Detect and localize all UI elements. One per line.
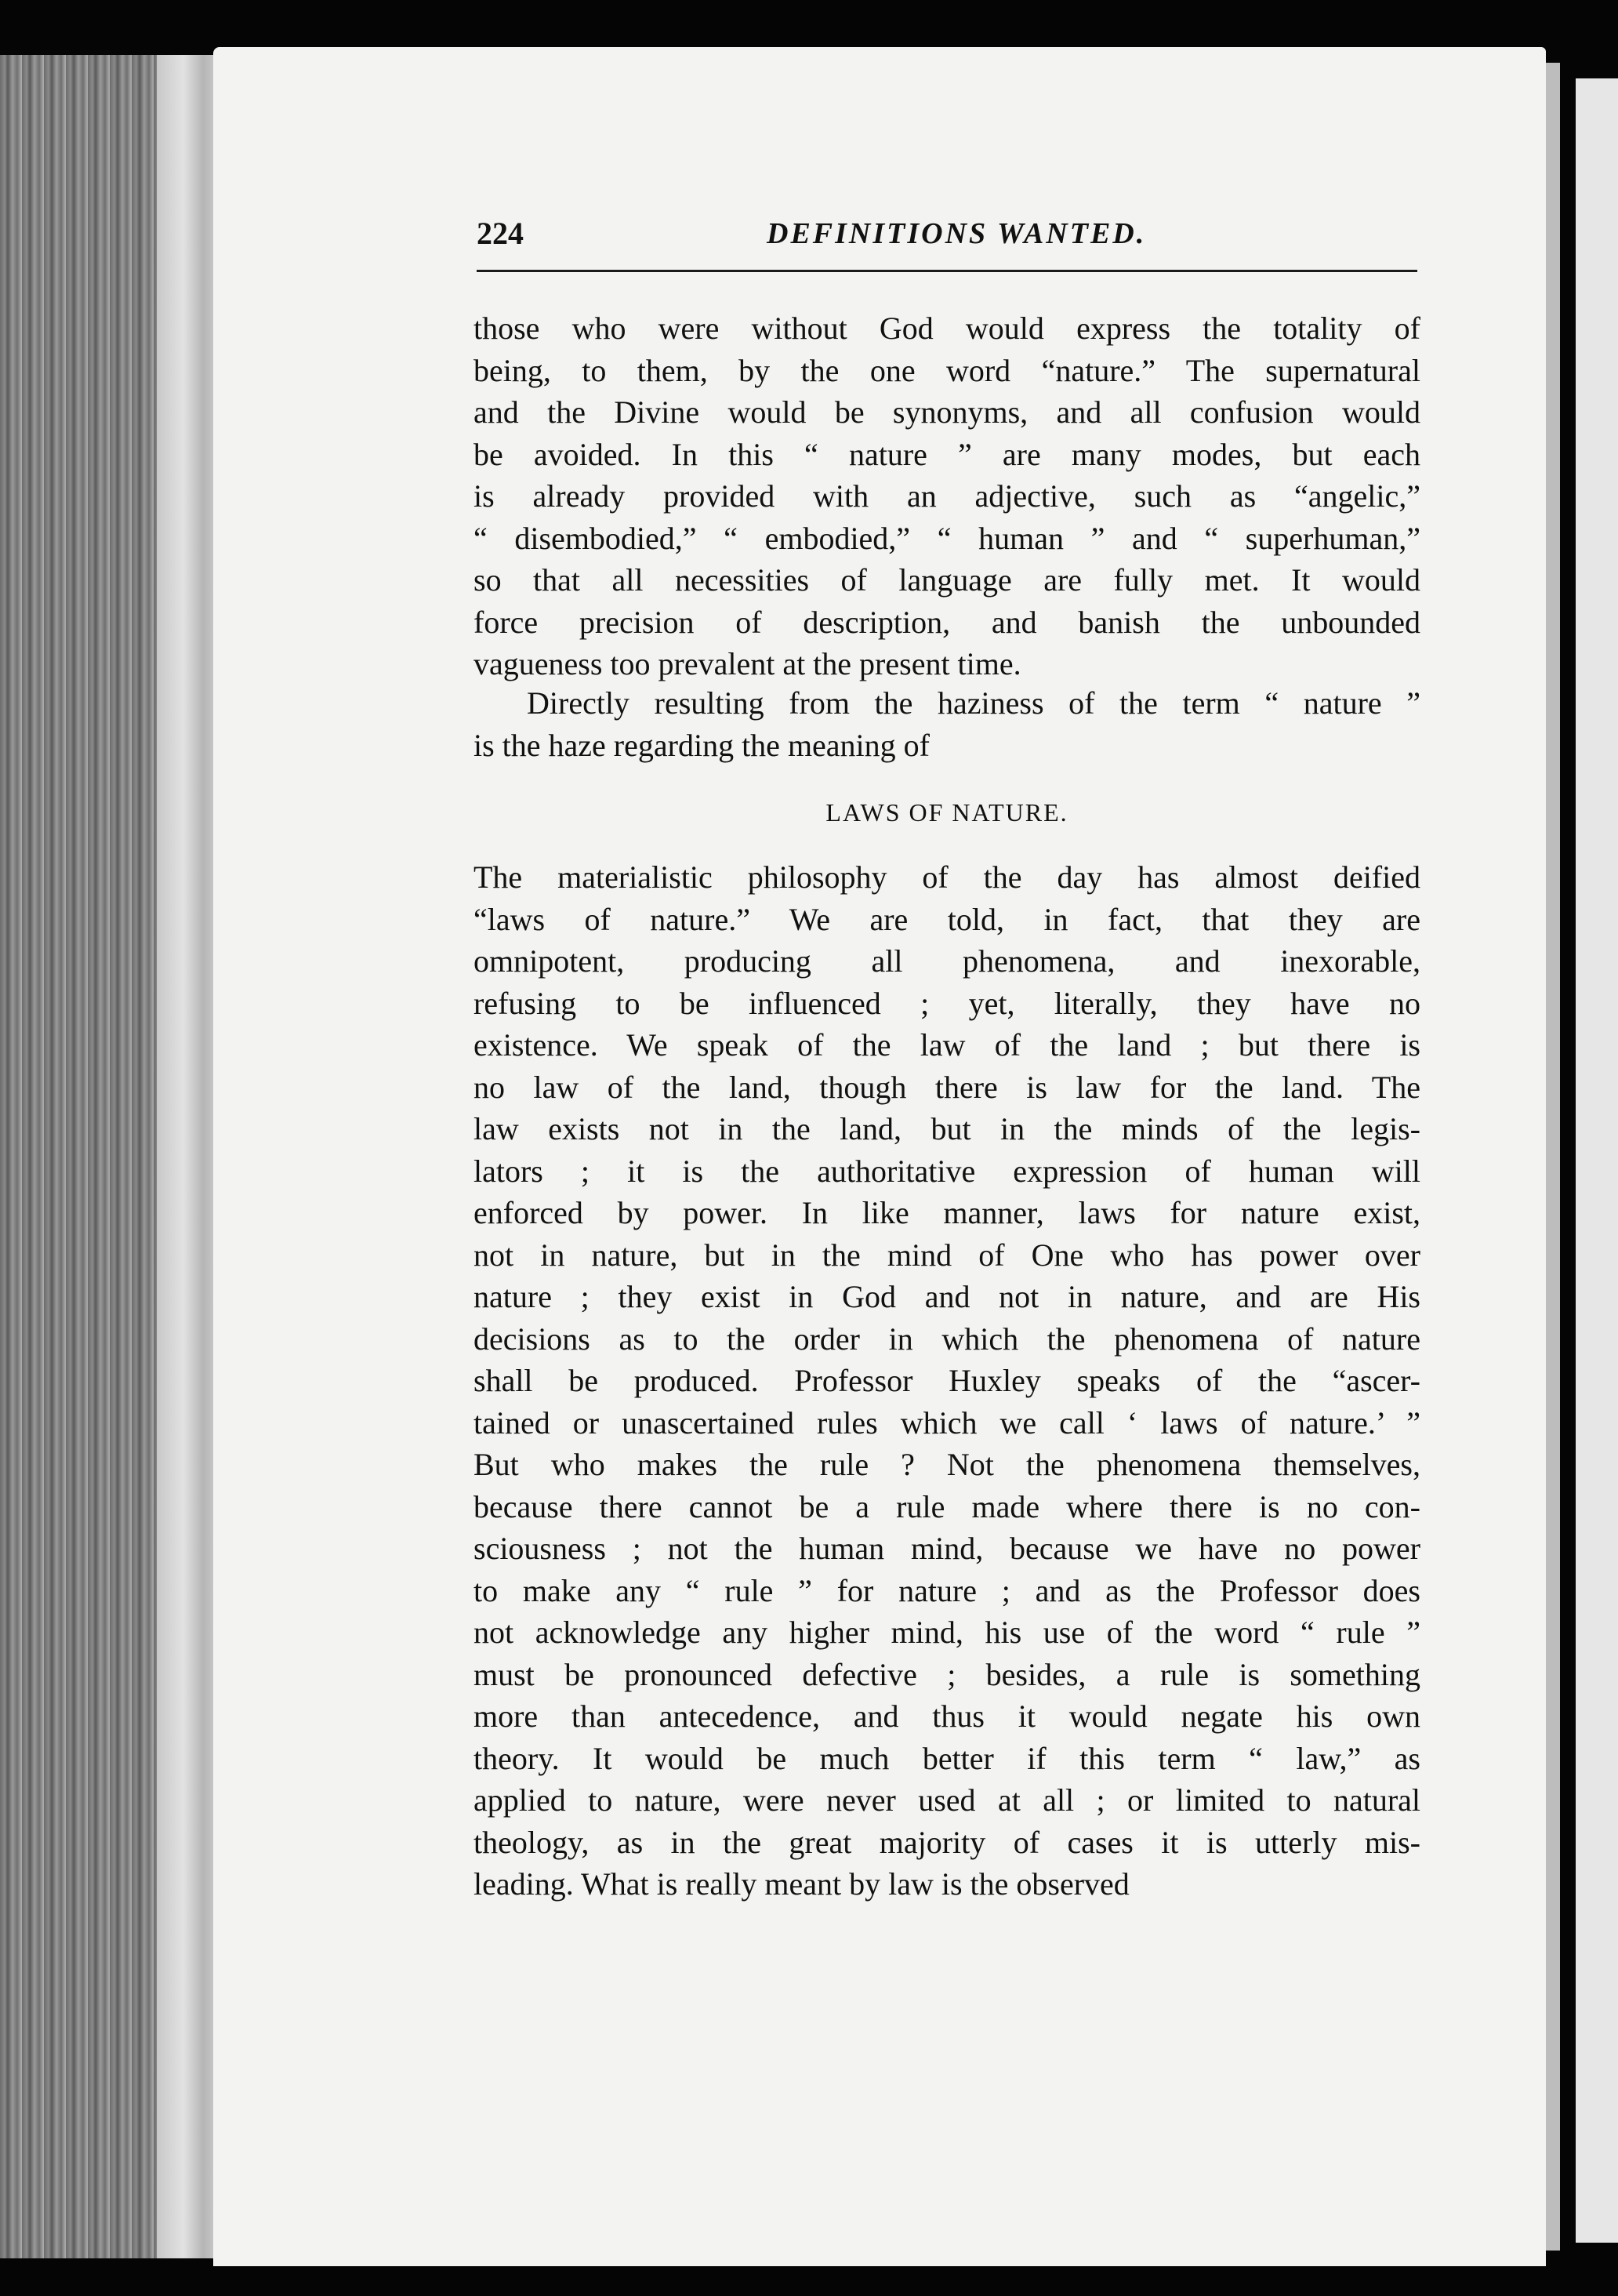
text-line: nature ; they exist in God and not in nature, and are His [473,1279,1420,1314]
running-header [477,213,1417,272]
text-line: force precision of description, and banish the unbounded [473,604,1420,640]
text-line: being, to them, by the one word “nature.” The supernatural [473,352,1420,388]
text-line: existence. We speak of the law of the land ; but there is [473,1027,1420,1063]
text-line: enforced by power. In like manner, laws for nature exist, [473,1195,1420,1230]
text-line: not in nature, but in the mind of One who has power over [473,1237,1420,1273]
text-line: omnipotent, producing all phenomena, and inexorable, [473,943,1420,979]
text-line: “laws of nature.” We are told, in fact, that they are [473,901,1420,937]
text-line: is the haze regarding the meaning of [473,727,930,763]
text-line: not acknowledge any higher mind, his use of the word “ rule ” [473,1615,1420,1650]
page-shadow [1546,63,1560,2251]
text-line: refusing to be influenced ; yet, literally, they have no [473,985,1420,1021]
text-line: theory. It would be much better if this term “ law,” as [473,1740,1420,1776]
paragraph-1 [473,307,1420,685]
text-line: vagueness too prevalent at the present time. [473,646,1021,681]
text-line: be avoided. In this “ nature ” are many modes, but each [473,436,1420,472]
text-line: and the Divine would be synonyms, and all confusion would [473,394,1420,430]
text-line: The materialistic philosophy of the day has almost deified [473,859,1420,895]
text-line: is already provided with an adjective, such as “angelic,” [473,478,1420,514]
text-line: shall be produced. Professor Huxley speaks of the “ascer- [473,1363,1420,1398]
running-title: DEFINITIONS WANTED. [767,217,1147,250]
text-line: But who makes the rule ? Not the phenomena themselves, [473,1447,1420,1482]
text-line: Directly resulting from the haziness of the term “ nature ” [527,685,1420,721]
text-line: must be pronounced defective ; besides, a rule is something [473,1656,1420,1692]
text-line: tained or unascertained rules which we call ‘ laws of nature.’ ” [473,1404,1420,1440]
page-number: 224 [477,216,524,251]
text-line: because there cannot be a rule made where there is no con- [473,1488,1420,1524]
section-heading: LAWS OF NATURE. [825,798,1068,826]
text-line: so that all necessities of language are fully met. It would [473,562,1420,598]
text-line: applied to nature, were never used at all ; or limited to natural [473,1782,1420,1818]
text-line: “ disembodied,” “ embodied,” “ human ” and “ superhuman,” [473,520,1420,556]
text-line: to make any “ rule ” for nature ; and as the Professor does [473,1572,1420,1608]
text-line: law exists not in the land, but in the minds of the legis- [473,1111,1420,1146]
facing-page-edge [1576,78,1618,2243]
text-line: sciousness ; not the human mind, because we have no power [473,1531,1420,1566]
text-line: leading. What is really meant by law is the observed [473,1866,1130,1902]
text-line: decisions as to the order in which the phenomena of nature [473,1321,1420,1357]
text-line: more than antecedence, and thus it would negate his own [473,1698,1420,1734]
paragraph-2 [473,682,1420,766]
text-line: lators ; it is the authoritative expression of human will [473,1153,1420,1189]
paragraph-3 [473,856,1420,1905]
text-line: theology, as in the great majority of cases it is utterly mis- [473,1824,1420,1860]
text-line: no law of the land, though there is law for the land. The [473,1069,1420,1105]
text-line: those who were without God would express the totality of [473,311,1420,346]
